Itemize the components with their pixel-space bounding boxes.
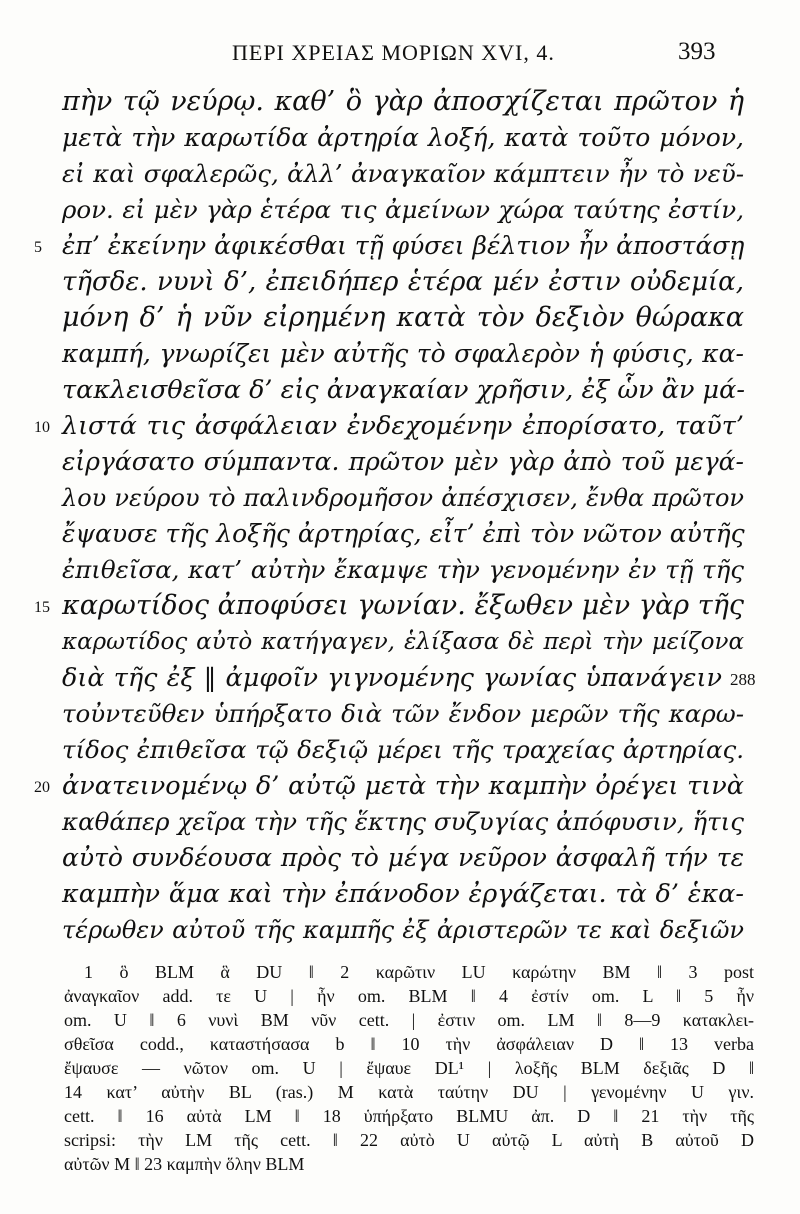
apparatus-line: 14 κατ’ αὐτὴν BL (ras.) M κατὰ ταύτην DU | γενομένην U γιν. — [64, 1082, 754, 1102]
text-line: λου νεύρου τὸ παλινδρομῆσον ἀπέσχισεν, ἔνθα πρῶτον — [62, 484, 744, 512]
line-number: 10 — [34, 419, 50, 436]
apparatus-line: σθεῖσα codd., καταστήσασα b ‖ 10 τὴν ἀσφάλειαν D ‖ 13 verba — [64, 1034, 754, 1054]
line-number: 5 — [34, 239, 42, 256]
apparatus-line: 1 ὃ BLM ἃ DU ‖ 2 καρῶτιν LU καρώτην BM ‖ 3 post — [84, 962, 754, 982]
text-line: τέρωθεν αὐτοῦ τῆς καμπῆς ἐξ ἀριστερῶν τε καὶ δεξιῶν — [62, 916, 744, 944]
text-line: ἀνατεινομένῳ δ’ αὐτῷ μετὰ τὴν καμπὴν ὀρέγει τινὰ — [62, 771, 744, 801]
apparatus-line: cett. ‖ 16 αὐτὰ LM ‖ 18 ὑπήρξατο BLMU ἀπ. D ‖ 21 τὴν τῆς — [64, 1106, 754, 1126]
text-line: καθάπερ χεῖρα τὴν τῆς ἕκτης συζυγίας ἀπόφυσιν, ἥτις — [62, 807, 744, 836]
text-line: μόνη δ’ ἡ νῦν εἰρημένη κατὰ τὸν δεξιὸν θώρακα — [62, 302, 744, 333]
text-line: καρωτίδος ἀποφύσει γωνίαν. ἔξωθεν μὲν γὰρ τῆς — [62, 590, 744, 621]
apparatus-line: αὐτῶν M ‖ 23 καμπὴν ὅλην BLM — [64, 1154, 305, 1174]
text-line: ἐπ’ ἐκείνην ἀφικέσθαι τῇ φύσει βέλτιον ἦν ἀποστάσῃ — [62, 231, 745, 260]
text-line: ρον. εἰ μὲν γὰρ ἑτέρα τις ἀμείνων χώρα ταύτης ἐστίν, — [62, 195, 744, 224]
text-line: τοὐντεῦθεν ὑπήρξατο διὰ τῶν ἔνδον μερῶν τῆς καρω- — [62, 699, 744, 728]
text-line: καμπή, γνωρίζει μὲν αὐτῆς τὸ σφαλερὸν ἡ φύσις, κα- — [62, 339, 744, 368]
apparatus-line: ἔψαυσε — νῶτον om. U | ἔψαυε DL¹ | λοξῆς BLM δεξιᾶς D ‖ — [64, 1058, 754, 1078]
text-line: τῆσδε. νυνὶ δ’, ἐπειδήπερ ἑτέρα μέν ἐστιν οὐδεμία, — [62, 267, 744, 297]
apparatus-line: om. U ‖ 6 νυνὶ BM νῦν cett. | ἐστιν om. LM ‖ 8—9 κατακλει- — [64, 1010, 754, 1030]
text-line: καρωτίδος αὐτὸ κατήγαγεν, ἑλίξασα δὲ περὶ τὴν μείζονα — [62, 629, 744, 655]
page-number: 393 — [678, 38, 716, 65]
text-line: ἔψαυσε τῆς λοξῆς ἀρτηρίας, εἶτ’ ἐπὶ τὸν νῶτον αὐτῆς — [62, 519, 745, 548]
line-number: 15 — [34, 599, 50, 616]
text-line: λιστά τις ἀσφάλειαν ἐνδεχομένην ἐπορίσατο, ταῦτ’ — [62, 411, 744, 441]
text-line: καμπὴν ἅμα καὶ τὴν ἐπάνοδον ἐργάζεται. τὰ δ’ ἑκα- — [62, 879, 744, 909]
text-line: εἰ καὶ σφαλερῶς, ἀλλ’ ἀναγκαῖον κάμπτειν ἦν τὸ νεῦ- — [62, 159, 744, 188]
line-number: 20 — [34, 779, 50, 796]
running-title: ΠΕΡΙ ΧΡΕΙΑΣ ΜΟΡΙΩΝ XVI, 4. — [232, 40, 555, 65]
text-line: ἐπιθεῖσα, κατ’ αὐτὴν ἔκαμψε τὴν γενομένην ἐν τῇ τῆς — [62, 555, 744, 584]
text-line: διὰ τῆς ἐξ ‖ ἀμφοῖν γιγνομένης γωνίας ὑπανάγειν — [62, 663, 722, 693]
text-line: τακλεισθεῖσα δ’ εἰς ἀναγκαίαν χρῆσιν, ἐξ ὧν ἂν μά- — [62, 375, 745, 405]
text-line: μετὰ τὴν καρωτίδα ἀρτηρία λοξή, κατὰ τοῦτο μόνον, — [62, 123, 744, 152]
apparatus-line: scripsi: τὴν LM τῆς cett. ‖ 22 αὐτὸ U αὐτῷ L αὐτὴ B αὐτοῦ D — [64, 1130, 754, 1150]
text-line: αὐτὸ συνδέουσα πρὸς τὸ μέγα νεῦρον ἀσφαλῆ τήν τε — [62, 843, 744, 872]
text-line: τίδος ἐπιθεῖσα τῷ δεξιῷ μέρει τῆς τραχείας ἀρτηρίας. — [62, 735, 744, 764]
apparatus-line: ἀναγκαῖον add. τε U | ἦν om. BLM ‖ 4 ἐστίν om. L ‖ 5 ἦν — [64, 986, 754, 1006]
margin-page-reference: 288 — [730, 670, 756, 689]
text-line: πὴν τῷ νεύρῳ. καθ’ ὃ γὰρ ἀποσχίζεται πρῶτον ἡ — [62, 86, 744, 117]
text-line: εἰργάσατο σύμπαντα. πρῶτον μὲν γὰρ ἀπὸ τοῦ μεγά- — [62, 447, 744, 476]
running-header — [0, 28, 800, 78]
